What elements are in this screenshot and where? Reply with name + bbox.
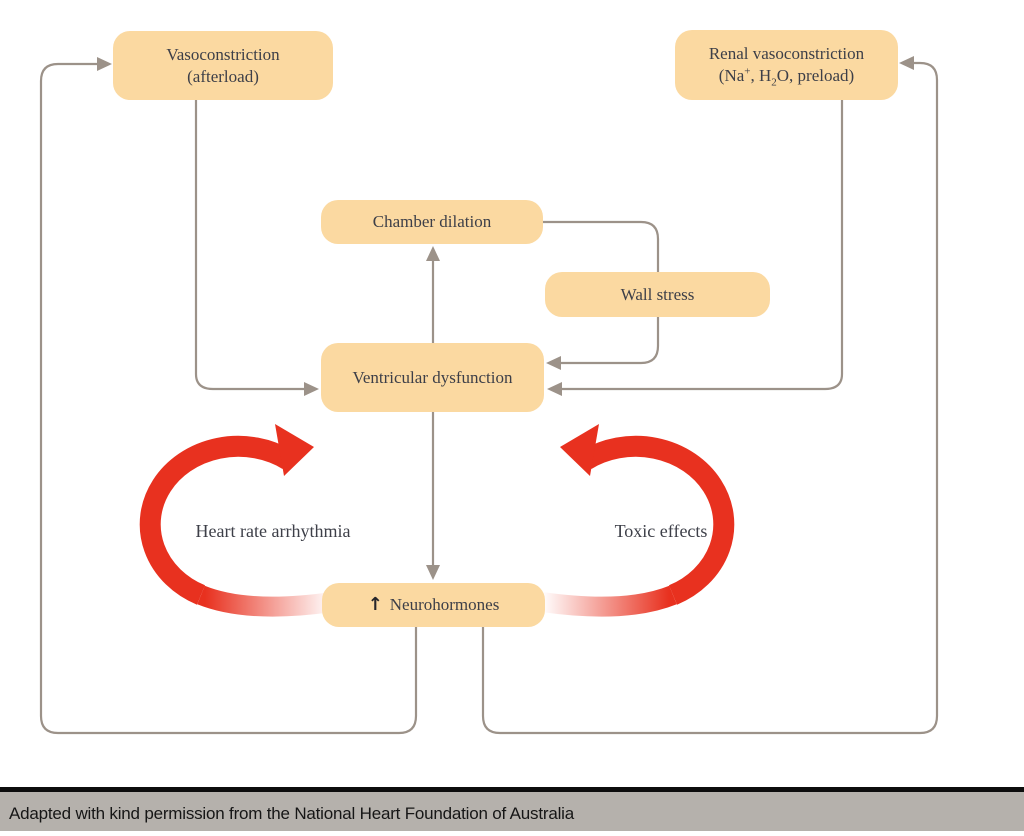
- arrowhead-into-renal: [899, 56, 914, 70]
- node-vasoconstriction: [113, 31, 333, 100]
- connector-vasoconstriction-to-ventricular: [196, 100, 304, 389]
- water-subscript: 2: [771, 76, 777, 89]
- node-vasoconstriction-line2: (afterload): [187, 66, 259, 86]
- arrowhead-into-neurohormones: [426, 565, 440, 580]
- arrowhead-into-ventricular-right-upper: [546, 356, 561, 370]
- node-neurohormones-label: [368, 594, 500, 616]
- increase-arrow-icon: ↑: [367, 594, 383, 615]
- arrowhead-into-vasoconstriction: [97, 57, 112, 71]
- connector-right-loop: [483, 63, 937, 733]
- renal-formula-mid: , H: [750, 66, 772, 85]
- arrowhead-into-ventricular-right-lower: [547, 382, 562, 396]
- arrowhead-into-ventricular-left: [304, 382, 319, 396]
- red-arc-left-fading-tail: [201, 595, 332, 607]
- red-arrowhead-left: [275, 424, 314, 476]
- node-ventricular-dysfunction: [321, 343, 544, 412]
- node-chamber-dilation: [321, 200, 543, 244]
- red-cycle-arrow-right: [542, 424, 724, 607]
- node-chamber-dilation-label: Chamber dilation: [372, 212, 492, 231]
- node-wall-stress-label: Wall stress: [620, 284, 695, 304]
- attribution-bar: [0, 787, 1024, 831]
- node-renal-vasoconstriction: [675, 30, 898, 100]
- node-renal-line1: Renal vasoconstriction: [708, 44, 865, 63]
- arrowhead-into-chamber: [426, 246, 440, 261]
- node-neurohormones: [322, 583, 545, 627]
- neurohormones-text: Neurohormones: [389, 595, 500, 614]
- attribution-text: Adapted with kind permission from the National Heart Foundation of Australia: [9, 804, 574, 823]
- sodium-superscript: +: [744, 65, 751, 78]
- renal-formula-open: (Na: [718, 66, 745, 85]
- node-vasoconstriction-line1: Vasoconstriction: [166, 44, 280, 64]
- cycle-label-toxic-effects: Toxic effects: [614, 521, 708, 541]
- node-renal-line2: [719, 65, 854, 87]
- renal-formula-close: O, preload): [776, 66, 855, 85]
- connector-renal-to-ventricular: [562, 100, 842, 389]
- node-wall-stress: [545, 272, 770, 317]
- red-cycle-arrow-left: [150, 424, 332, 607]
- cycle-label-heart-rate-arrhythmia: Heart rate arrhythmia: [195, 521, 351, 541]
- node-ventricular-dysfunction-label: Ventricular dysfunction: [352, 367, 513, 387]
